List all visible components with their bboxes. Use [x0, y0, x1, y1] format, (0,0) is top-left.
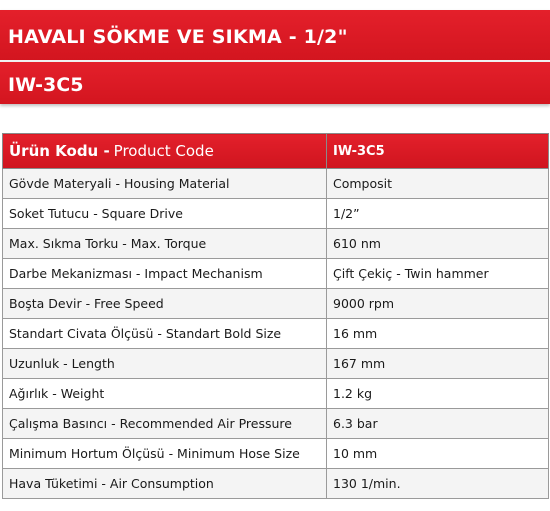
spec-row	[3, 409, 549, 439]
product-model: IW-3C5	[8, 74, 84, 96]
spec-header-row	[3, 134, 549, 169]
spec-value: 6.3 bar	[327, 409, 549, 439]
spec-label: Max. Sıkma Torku - Max. Torque	[3, 229, 327, 259]
spec-label: Hava Tüketimi - Air Consumption	[3, 469, 327, 499]
spec-row	[3, 229, 549, 259]
spec-row	[3, 199, 549, 229]
spec-label: Standart Civata Ölçüsü - Standart Bold Size	[3, 319, 327, 349]
spec-label: Gövde Materyali - Housing Material	[3, 169, 327, 199]
spec-row	[3, 379, 549, 409]
spec-label: Çalışma Basıncı - Recommended Air Pressure	[3, 409, 327, 439]
product-title: HAVALI SÖKME VE SIKMA - 1/2"	[8, 26, 348, 48]
spec-row	[3, 259, 549, 289]
spec-value: 1.2 kg	[327, 379, 549, 409]
spec-label: Uzunluk - Length	[3, 349, 327, 379]
spec-row	[3, 349, 549, 379]
spec-header-value	[327, 134, 549, 169]
spec-value: Composit	[327, 169, 549, 199]
spec-label: Soket Tutucu - Square Drive	[3, 199, 327, 229]
spec-value: 16 mm	[327, 319, 549, 349]
spec-label: Ağırlık - Weight	[3, 379, 327, 409]
spec-row	[3, 169, 549, 199]
spec-header-label-tr: Ürün Kodu -	[9, 142, 110, 160]
spec-header-label	[3, 134, 327, 169]
spec-label: Minimum Hortum Ölçüsü - Minimum Hose Size	[3, 439, 327, 469]
spec-value: 1/2”	[327, 199, 549, 229]
spec-value: 9000 rpm	[327, 289, 549, 319]
spec-value: 10 mm	[327, 439, 549, 469]
product-title-banner	[0, 10, 550, 60]
spec-header-value-text: IW-3C5	[333, 144, 385, 159]
spec-value: 167 mm	[327, 349, 549, 379]
spec-row	[3, 289, 549, 319]
spec-value: 130 1/min.	[327, 469, 549, 499]
spec-label: Darbe Mekanizması - Impact Mechanism	[3, 259, 327, 289]
spec-row	[3, 469, 549, 499]
spec-row	[3, 319, 549, 349]
spec-label: Boşta Devir - Free Speed	[3, 289, 327, 319]
spec-table	[2, 133, 549, 499]
product-model-banner	[0, 62, 550, 104]
spec-value: Çift Çekiç - Twin hammer	[327, 259, 549, 289]
spec-header-label-en: Product Code	[113, 142, 214, 160]
spec-value: 610 nm	[327, 229, 549, 259]
spec-row	[3, 439, 549, 469]
